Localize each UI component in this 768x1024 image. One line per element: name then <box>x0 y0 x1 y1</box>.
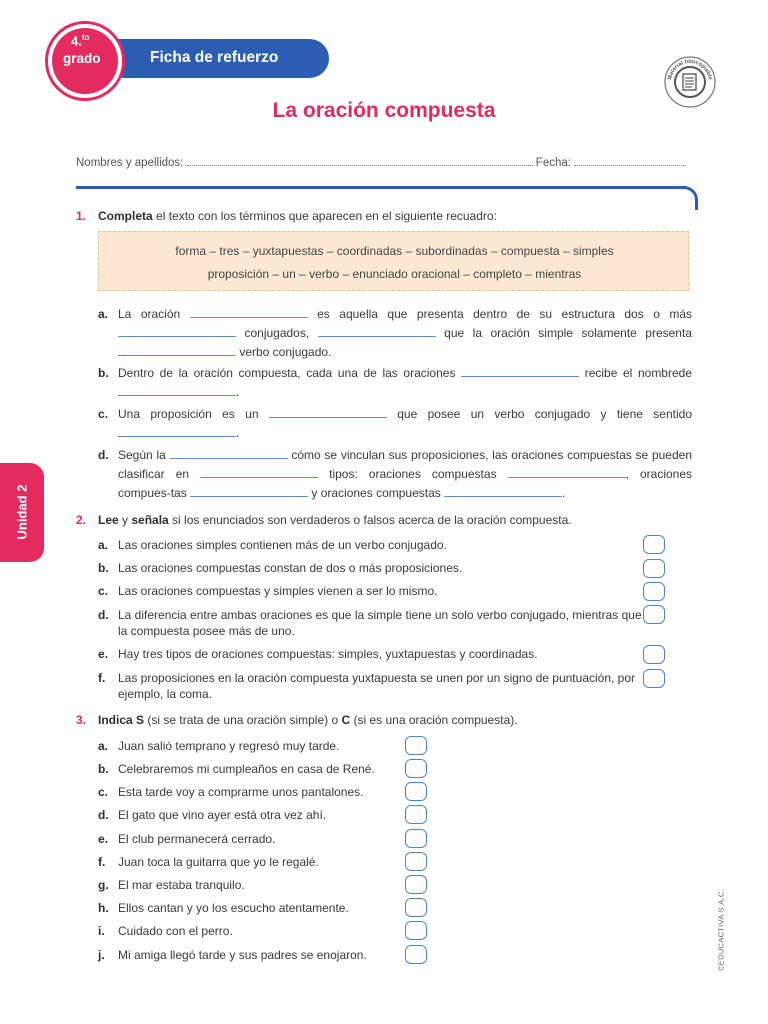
item-letter: a. <box>98 307 109 321</box>
item-text: Las oraciones simples contienen más de un verbo conjugado. <box>118 538 447 552</box>
s-c-answer-box[interactable] <box>405 782 427 801</box>
item-text: conjugados, <box>236 326 318 340</box>
true-false-checkbox[interactable] <box>643 645 665 664</box>
s-c-answer-box[interactable] <box>405 875 427 894</box>
item-text: tipos: oraciones compuestas <box>318 467 508 481</box>
item-text: El mar estaba tranquilo. <box>118 878 245 892</box>
item-letter: e. <box>98 832 109 846</box>
item-letter: d. <box>98 448 109 462</box>
question-number: 1. <box>76 209 87 223</box>
answer-blank[interactable] <box>444 485 562 497</box>
item-text: Ellos cantan y yo los escucho atentamente. <box>118 901 349 915</box>
divider-hook <box>678 186 698 210</box>
date-label: Fecha: <box>535 157 571 169</box>
item-text: Las oraciones compuestas y simples vienen a ser lo mismo. <box>118 584 438 598</box>
item-text: Hay tres tipos de oraciones compuestas: simples, yuxtapuestas y coordinadas. <box>118 647 538 661</box>
q2-item-b <box>98 560 628 576</box>
item-text: , oraciones compues-tas <box>118 467 693 500</box>
item-letter: b. <box>98 366 109 380</box>
true-false-checkbox[interactable] <box>643 669 665 688</box>
true-false-checkbox[interactable] <box>643 535 665 554</box>
grade-number: 4.$^{to}$ <box>71 33 90 49</box>
s-c-answer-box[interactable] <box>405 736 427 755</box>
item-text: El gato que vino ayer está otra vez ahí. <box>118 808 327 822</box>
question-verb: Lee <box>98 513 119 527</box>
q1-item-d <box>98 446 692 503</box>
q1-item-b <box>98 364 692 402</box>
question-verb: señala <box>131 513 169 527</box>
q3-item-c <box>98 784 363 800</box>
question-2 <box>76 513 572 527</box>
answer-blank[interactable] <box>190 306 308 318</box>
question-verb: Completa <box>98 209 153 223</box>
question-instruction: el texto con los términos que aparecen en el siguiente recuadro: <box>152 209 497 223</box>
item-letter: b. <box>98 561 109 575</box>
q3-item-h <box>98 900 349 916</box>
question-instruction: si los enunciados son verdaderos o falsos acerca de la oración compuesta. <box>168 513 572 527</box>
answer-blank[interactable] <box>170 447 288 459</box>
divider-line <box>76 186 686 189</box>
option-c: C <box>341 713 351 727</box>
question-1 <box>76 209 497 223</box>
item-text: Juan salió temprano y regresó muy tarde. <box>118 739 340 753</box>
answer-blank[interactable] <box>190 485 308 497</box>
s-c-answer-box[interactable] <box>405 852 427 871</box>
answer-blank[interactable] <box>118 325 236 337</box>
question-verb: Indica <box>98 713 133 727</box>
item-text: Mi amiga llegó tarde y sus padres se enojaron. <box>118 948 367 962</box>
word-bank-line: forma – tres – yuxtapuestas – coordinadas – subordinadas – compuesta – simples <box>175 244 614 258</box>
item-text: Las proposiciones en la oración compuesta yuxtapuesta se unen por un signo de puntuación, por ejemplo, la coma. <box>118 671 636 701</box>
item-text: . <box>236 385 240 399</box>
item-text: La diferencia entre ambas oraciones es que la simple tiene un solo verbo conjugado, mientras que la compuesta posee más de uno. <box>118 608 642 638</box>
item-letter: f. <box>98 855 106 869</box>
copyright-notice: ©EDUCACTIVA S.A.C. <box>716 888 726 972</box>
question-conjunction: y <box>118 513 132 527</box>
item-text: que posee un verbo conjugado y tiene sentido <box>386 407 692 421</box>
item-letter: d. <box>98 608 109 622</box>
date-field[interactable] <box>574 157 686 166</box>
header-title: Ficha de refuerzo <box>150 49 279 66</box>
q3-item-g <box>98 877 245 893</box>
q1-item-c <box>98 405 692 443</box>
item-text: Cuidado con el perro. <box>118 924 233 938</box>
item-text: y oraciones compuestas <box>308 486 445 500</box>
q3-item-e <box>98 831 275 847</box>
item-letter: b. <box>98 762 109 776</box>
question-3 <box>76 713 518 727</box>
s-c-answer-box[interactable] <box>405 759 427 778</box>
item-letter: a. <box>98 739 109 753</box>
item-text: Celebraremos mi cumpleaños en casa de René. <box>118 762 375 776</box>
s-c-answer-box[interactable] <box>405 829 427 848</box>
item-text: . <box>562 486 566 500</box>
answer-blank[interactable] <box>118 344 236 356</box>
badge-text: Material fotocopiable <box>667 58 713 81</box>
q1-item-a <box>98 305 692 362</box>
grade-superscript: to <box>81 33 90 42</box>
item-text: verbo conjugado. <box>236 345 332 359</box>
name-field[interactable] <box>187 157 533 166</box>
item-text: La oración <box>118 307 190 321</box>
item-text: El club permanecerá cerrado. <box>118 832 276 846</box>
answer-blank[interactable] <box>118 425 236 437</box>
item-text: Esta tarde voy a comprarme unos pantalones. <box>118 785 364 799</box>
question-instruction: (si es una oración compuesta). <box>350 713 518 727</box>
item-letter: c. <box>98 584 109 598</box>
item-text: Una proposición es un <box>118 407 269 421</box>
answer-blank[interactable] <box>508 466 626 478</box>
item-letter: g. <box>98 878 109 892</box>
item-letter: i. <box>98 924 105 938</box>
item-text: es aquella que presenta dentro de su estructura dos o más <box>307 307 693 321</box>
name-label: Nombres y apellidos: <box>76 157 184 169</box>
item-letter: e. <box>98 647 109 661</box>
s-c-answer-box[interactable] <box>405 805 427 824</box>
item-letter: f. <box>98 671 106 685</box>
true-false-checkbox[interactable] <box>643 605 665 624</box>
word-bank-line: proposición – un – verbo – enunciado oracional – completo – mientras <box>207 267 582 281</box>
option-s: S <box>136 713 145 727</box>
q3-item-f <box>98 854 319 870</box>
q2-item-a <box>98 537 628 553</box>
question-number: 2. <box>76 513 87 527</box>
q3-item-b <box>98 761 375 777</box>
item-letter: c. <box>98 407 109 421</box>
q3-item-a <box>98 738 339 754</box>
answer-blank[interactable] <box>200 466 318 478</box>
q2-item-f <box>98 670 643 702</box>
true-false-checkbox[interactable] <box>643 582 665 601</box>
q3-item-d <box>98 807 326 823</box>
q2-item-e <box>98 646 628 662</box>
name-date-line <box>76 157 692 169</box>
grade-word: grado <box>63 51 101 66</box>
item-letter: h. <box>98 901 109 915</box>
q2-item-c <box>98 583 628 599</box>
question-instruction: (si se trata de una oración simple) o <box>144 713 342 727</box>
q3-item-i <box>98 923 233 939</box>
answer-blank[interactable] <box>461 365 579 377</box>
unit-label: Unidad 2 <box>14 484 30 540</box>
item-text: cómo se vinculan sus proposiciones, las oraciones compuestas se pueden clasificar en <box>118 448 692 481</box>
answer-blank[interactable] <box>269 406 387 418</box>
answer-blank[interactable] <box>318 325 436 337</box>
answer-blank[interactable] <box>118 384 236 396</box>
s-c-answer-box[interactable] <box>405 945 427 964</box>
q3-item-j <box>98 947 367 963</box>
item-text: Según la <box>118 448 170 462</box>
item-text: Las oraciones compuestas constan de dos o más proposiciones. <box>118 561 463 575</box>
item-letter: a. <box>98 538 109 552</box>
item-letter: d. <box>98 808 109 822</box>
word-bank-box <box>98 231 689 291</box>
s-c-answer-box[interactable] <box>405 898 427 917</box>
true-false-checkbox[interactable] <box>643 559 665 578</box>
q2-item-d <box>98 607 643 639</box>
item-text: que la oración simple solamente presenta <box>435 326 692 340</box>
item-text: recibe el nombrede <box>579 366 693 380</box>
question-number: 3. <box>76 713 87 727</box>
item-text: Dentro de la oración compuesta, cada una de las oraciones <box>118 366 462 380</box>
page-title: La oración compuesta <box>272 99 496 122</box>
item-letter: c. <box>98 785 109 799</box>
item-letter: j. <box>98 948 105 962</box>
s-c-answer-box[interactable] <box>405 921 427 940</box>
item-text: Juan toca la guitarra que yo le regalé. <box>118 855 319 869</box>
item-text: . <box>236 426 240 440</box>
